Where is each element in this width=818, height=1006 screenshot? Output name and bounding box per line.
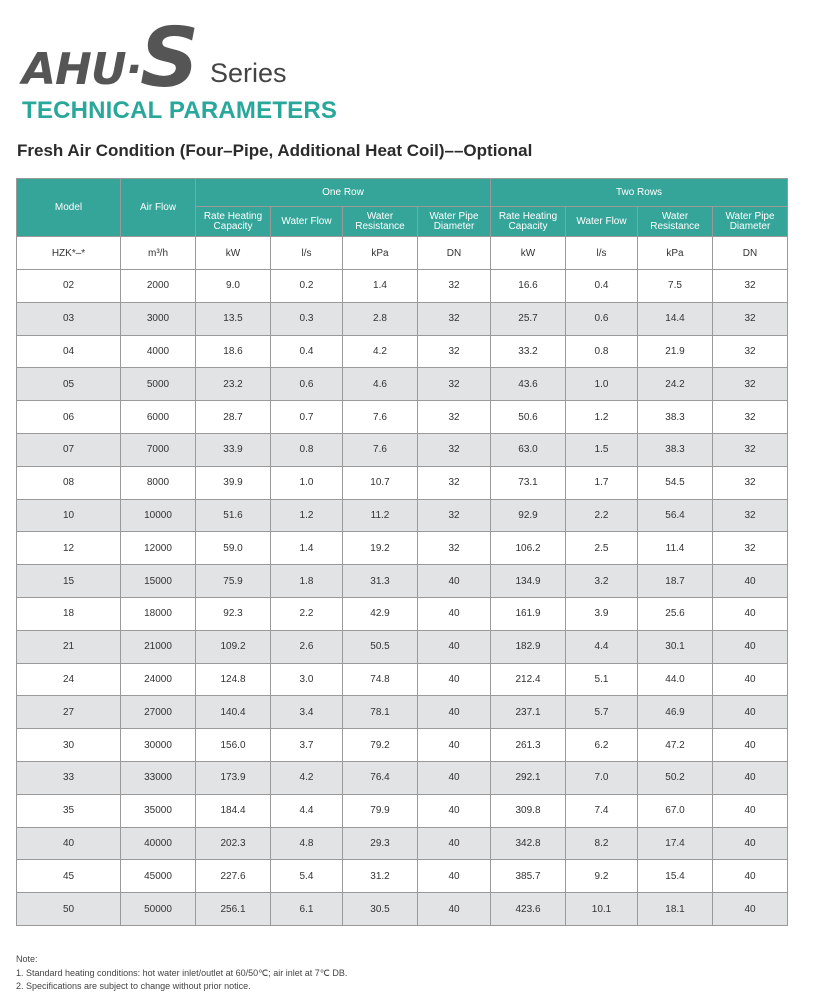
table-cell: 212.4: [491, 663, 566, 696]
table-cell: 74.8: [343, 663, 418, 696]
table-row: [17, 630, 788, 663]
table-cell: 7.5: [638, 270, 713, 303]
table-cell: 40: [17, 827, 121, 860]
table-cell: 45000: [121, 860, 196, 893]
header-two-rows-pipe-diameter: Water Pipe Diameter: [713, 207, 788, 237]
header-two-rows: Two Rows: [491, 179, 788, 207]
table-cell: 18.7: [638, 565, 713, 598]
table-row: [17, 827, 788, 860]
table-cell: 0.8: [566, 335, 638, 368]
table-cell: 29.3: [343, 827, 418, 860]
table-cell: 1.4: [343, 270, 418, 303]
table-cell: 21.9: [638, 335, 713, 368]
table-row: [17, 565, 788, 598]
table-cell: 173.9: [196, 761, 271, 794]
table-cell: 342.8: [491, 827, 566, 860]
table-cell: 32: [418, 401, 491, 434]
table-cell: 3000: [121, 302, 196, 335]
table-cell: 0.6: [566, 302, 638, 335]
table-cell: 15: [17, 565, 121, 598]
table-row: [17, 696, 788, 729]
header-two-rows-water-flow: Water Flow: [566, 207, 638, 237]
table-cell: 1.0: [566, 368, 638, 401]
unit-cell: kPa: [638, 237, 713, 270]
header-two-rows-water-resistance: Water Resistance: [638, 207, 713, 237]
table-cell: 40: [418, 663, 491, 696]
table-cell: 43.6: [491, 368, 566, 401]
table-cell: 30.5: [343, 893, 418, 926]
table-cell: 07: [17, 433, 121, 466]
table-row: [17, 860, 788, 893]
table-cell: 1.0: [271, 466, 343, 499]
table-cell: 1.2: [271, 499, 343, 532]
table-cell: 184.4: [196, 794, 271, 827]
table-cell: 33.9: [196, 433, 271, 466]
table-cell: 1.8: [271, 565, 343, 598]
table-cell: 9.2: [566, 860, 638, 893]
table-cell: 06: [17, 401, 121, 434]
table-cell: 40: [418, 565, 491, 598]
table-cell: 161.9: [491, 597, 566, 630]
table-cell: 39.9: [196, 466, 271, 499]
table-cell: 40: [418, 860, 491, 893]
table-cell: 15.4: [638, 860, 713, 893]
table-cell: 18.6: [196, 335, 271, 368]
table-cell: 9.0: [196, 270, 271, 303]
table-cell: 40: [418, 827, 491, 860]
table-cell: 27: [17, 696, 121, 729]
table-cell: 0.4: [566, 270, 638, 303]
table-cell: 12: [17, 532, 121, 565]
table-cell: 75.9: [196, 565, 271, 598]
table-cell: 11.2: [343, 499, 418, 532]
table-cell: 10000: [121, 499, 196, 532]
notes-section: [16, 953, 347, 994]
table-cell: 40: [713, 630, 788, 663]
table-cell: 92.3: [196, 597, 271, 630]
table-cell: 38.3: [638, 401, 713, 434]
table-cell: 2.5: [566, 532, 638, 565]
table-cell: 50.6: [491, 401, 566, 434]
table-cell: 18.1: [638, 893, 713, 926]
table-cell: 92.9: [491, 499, 566, 532]
table-cell: 1.7: [566, 466, 638, 499]
header-model: Model: [17, 179, 121, 237]
table-cell: 18000: [121, 597, 196, 630]
table-cell: 40: [713, 597, 788, 630]
table-body: [17, 270, 788, 926]
table-cell: 32: [418, 302, 491, 335]
table-cell: 0.2: [271, 270, 343, 303]
note-line: 2. Specifications are subject to change without prior notice.: [16, 981, 251, 991]
table-cell: 5000: [121, 368, 196, 401]
table-row: [17, 761, 788, 794]
table-cell: 32: [418, 433, 491, 466]
table-cell: 10: [17, 499, 121, 532]
table-cell: 79.2: [343, 729, 418, 762]
table-cell: 32: [713, 433, 788, 466]
table-cell: 24: [17, 663, 121, 696]
table-cell: 33: [17, 761, 121, 794]
logo-s-text: S: [140, 11, 200, 106]
table-cell: 23.2: [196, 368, 271, 401]
table-cell: 1.5: [566, 433, 638, 466]
table-cell: 6.1: [271, 893, 343, 926]
table-cell: 2.6: [271, 630, 343, 663]
header-one-row-pipe-diameter: Water Pipe Diameter: [418, 207, 491, 237]
table-cell: 40: [713, 761, 788, 794]
table-cell: 15000: [121, 565, 196, 598]
table-cell: 12000: [121, 532, 196, 565]
table-cell: 76.4: [343, 761, 418, 794]
table-cell: 73.1: [491, 466, 566, 499]
table-cell: 02: [17, 270, 121, 303]
table-cell: 33000: [121, 761, 196, 794]
table-cell: 78.1: [343, 696, 418, 729]
table-cell: 4.4: [271, 794, 343, 827]
table-cell: 40: [713, 663, 788, 696]
table-cell: 03: [17, 302, 121, 335]
table-cell: 35: [17, 794, 121, 827]
table-cell: 0.7: [271, 401, 343, 434]
table-cell: 40: [418, 597, 491, 630]
section-title: TECHNICAL PARAMETERS: [22, 97, 338, 124]
table-cell: 16.6: [491, 270, 566, 303]
table-cell: 24.2: [638, 368, 713, 401]
table-cell: 0.6: [271, 368, 343, 401]
table-cell: 124.8: [196, 663, 271, 696]
table-cell: 385.7: [491, 860, 566, 893]
table-cell: 0.8: [271, 433, 343, 466]
table-row: [17, 335, 788, 368]
table-cell: 182.9: [491, 630, 566, 663]
table-cell: 5.1: [566, 663, 638, 696]
table-cell: 7.0: [566, 761, 638, 794]
header-two-rows-heating-capacity: Rate Heating Capacity: [491, 207, 566, 237]
table-row: [17, 893, 788, 926]
table-cell: 40: [713, 729, 788, 762]
series-label: Series: [210, 58, 287, 88]
table-cell: 50: [17, 893, 121, 926]
table-cell: 40: [713, 794, 788, 827]
unit-cell: HZK*–*: [17, 237, 121, 270]
table-cell: 2.2: [271, 597, 343, 630]
table-cell: 40: [418, 893, 491, 926]
table-cell: 6000: [121, 401, 196, 434]
table-cell: 3.4: [271, 696, 343, 729]
table-cell: 50.5: [343, 630, 418, 663]
table-cell: 423.6: [491, 893, 566, 926]
table-cell: 261.3: [491, 729, 566, 762]
table-cell: 18: [17, 597, 121, 630]
table-cell: 109.2: [196, 630, 271, 663]
table-cell: 33.2: [491, 335, 566, 368]
table-cell: 25.7: [491, 302, 566, 335]
table-cell: 13.5: [196, 302, 271, 335]
table-cell: 05: [17, 368, 121, 401]
table-cell: 4000: [121, 335, 196, 368]
table-cell: 8000: [121, 466, 196, 499]
table-row: [17, 302, 788, 335]
table-row: [17, 270, 788, 303]
table-cell: 40: [418, 761, 491, 794]
table-cell: 79.9: [343, 794, 418, 827]
table-cell: 46.9: [638, 696, 713, 729]
table-cell: 50.2: [638, 761, 713, 794]
table-cell: 42.9: [343, 597, 418, 630]
table-cell: 17.4: [638, 827, 713, 860]
table-cell: 32: [713, 532, 788, 565]
table-cell: 32: [418, 368, 491, 401]
table-cell: 40: [418, 794, 491, 827]
table-cell: 31.3: [343, 565, 418, 598]
table-cell: 3.0: [271, 663, 343, 696]
table-cell: 1.4: [271, 532, 343, 565]
table-cell: 3.7: [271, 729, 343, 762]
unit-cell: kW: [491, 237, 566, 270]
unit-cell: DN: [418, 237, 491, 270]
unit-cell: kW: [196, 237, 271, 270]
table-row: [17, 368, 788, 401]
table-cell: 4.2: [343, 335, 418, 368]
table-cell: 24000: [121, 663, 196, 696]
table-cell: 35000: [121, 794, 196, 827]
table-cell: 47.2: [638, 729, 713, 762]
table-cell: 32: [713, 401, 788, 434]
table-cell: 6.2: [566, 729, 638, 762]
table-cell: 5.7: [566, 696, 638, 729]
table-cell: 32: [713, 499, 788, 532]
table-cell: 40000: [121, 827, 196, 860]
logo-ahu-text: AHU·: [22, 44, 142, 95]
table-cell: 202.3: [196, 827, 271, 860]
table-cell: 7000: [121, 433, 196, 466]
table-cell: 38.3: [638, 433, 713, 466]
table-cell: 106.2: [491, 532, 566, 565]
table-cell: 40: [418, 729, 491, 762]
table-cell: 63.0: [491, 433, 566, 466]
table-cell: 30: [17, 729, 121, 762]
table-cell: 40: [418, 696, 491, 729]
table-cell: 7.6: [343, 433, 418, 466]
unit-cell: m³/h: [121, 237, 196, 270]
table-cell: 51.6: [196, 499, 271, 532]
unit-cell: l/s: [271, 237, 343, 270]
table-cell: 309.8: [491, 794, 566, 827]
table-row: [17, 532, 788, 565]
table-cell: 32: [713, 302, 788, 335]
unit-cell: l/s: [566, 237, 638, 270]
table-cell: 32: [418, 335, 491, 368]
table-row: [17, 499, 788, 532]
table-cell: 4.6: [343, 368, 418, 401]
table-cell: 10.1: [566, 893, 638, 926]
table-cell: 54.5: [638, 466, 713, 499]
table-row: [17, 433, 788, 466]
table-cell: 27000: [121, 696, 196, 729]
table-row: [17, 729, 788, 762]
table-cell: 40: [418, 630, 491, 663]
table-cell: 21: [17, 630, 121, 663]
table-cell: 40: [713, 696, 788, 729]
technical-parameters-table: [16, 178, 788, 926]
table-cell: 14.4: [638, 302, 713, 335]
table-row: [17, 663, 788, 696]
notes-heading: Note:: [16, 954, 38, 964]
table-cell: 292.1: [491, 761, 566, 794]
table-cell: 4.2: [271, 761, 343, 794]
table-cell: 40: [713, 860, 788, 893]
table-cell: 3.2: [566, 565, 638, 598]
table-cell: 21000: [121, 630, 196, 663]
table-cell: 08: [17, 466, 121, 499]
table-cell: 44.0: [638, 663, 713, 696]
table-cell: 32: [418, 270, 491, 303]
table-cell: 40: [713, 827, 788, 860]
table-row: [17, 466, 788, 499]
header-air-flow: Air Flow: [121, 179, 196, 237]
table-cell: 134.9: [491, 565, 566, 598]
table-cell: 30.1: [638, 630, 713, 663]
table-cell: 11.4: [638, 532, 713, 565]
table-cell: 50000: [121, 893, 196, 926]
table-cell: 32: [713, 466, 788, 499]
table-cell: 45: [17, 860, 121, 893]
table-cell: 19.2: [343, 532, 418, 565]
table-subtitle: Fresh Air Condition (Four–Pipe, Additional Heat Coil)––Optional: [17, 141, 533, 160]
table-cell: 32: [713, 335, 788, 368]
table-cell: 32: [418, 499, 491, 532]
table-cell: 40: [713, 893, 788, 926]
table-cell: 10.7: [343, 466, 418, 499]
table-cell: 3.9: [566, 597, 638, 630]
header-one-row-water-resistance: Water Resistance: [343, 207, 418, 237]
table-cell: 4.4: [566, 630, 638, 663]
table-cell: 8.2: [566, 827, 638, 860]
table-cell: 30000: [121, 729, 196, 762]
table-cell: 28.7: [196, 401, 271, 434]
table-cell: 5.4: [271, 860, 343, 893]
note-line: 1. Standard heating conditions: hot water inlet/outlet at 60/50℃; air inlet at 7℃ DB.: [16, 967, 348, 978]
table-cell: 31.2: [343, 860, 418, 893]
table-cell: 0.4: [271, 335, 343, 368]
table-row: [17, 597, 788, 630]
table-cell: 4.8: [271, 827, 343, 860]
table-cell: 156.0: [196, 729, 271, 762]
header-one-row: One Row: [196, 179, 491, 207]
table-cell: 56.4: [638, 499, 713, 532]
table-row: [17, 794, 788, 827]
table-cell: 32: [713, 368, 788, 401]
unit-cell: DN: [713, 237, 788, 270]
table-cell: 2.8: [343, 302, 418, 335]
header-one-row-water-flow: Water Flow: [271, 207, 343, 237]
table-cell: 1.2: [566, 401, 638, 434]
table-cell: 32: [713, 270, 788, 303]
table-cell: 7.4: [566, 794, 638, 827]
table-cell: 40: [713, 565, 788, 598]
table-cell: 32: [418, 466, 491, 499]
table-cell: 59.0: [196, 532, 271, 565]
table-cell: 67.0: [638, 794, 713, 827]
table-cell: 256.1: [196, 893, 271, 926]
unit-cell: kPa: [343, 237, 418, 270]
table-cell: 0.3: [271, 302, 343, 335]
table-cell: 2000: [121, 270, 196, 303]
table-row: [17, 401, 788, 434]
header-one-row-heating-capacity: Rate Heating Capacity: [196, 207, 271, 237]
table-cell: 140.4: [196, 696, 271, 729]
table-cell: 25.6: [638, 597, 713, 630]
table-cell: 237.1: [491, 696, 566, 729]
table-cell: 7.6: [343, 401, 418, 434]
table-cell: 04: [17, 335, 121, 368]
table-cell: 2.2: [566, 499, 638, 532]
table-cell: 32: [418, 532, 491, 565]
table-cell: 227.6: [196, 860, 271, 893]
